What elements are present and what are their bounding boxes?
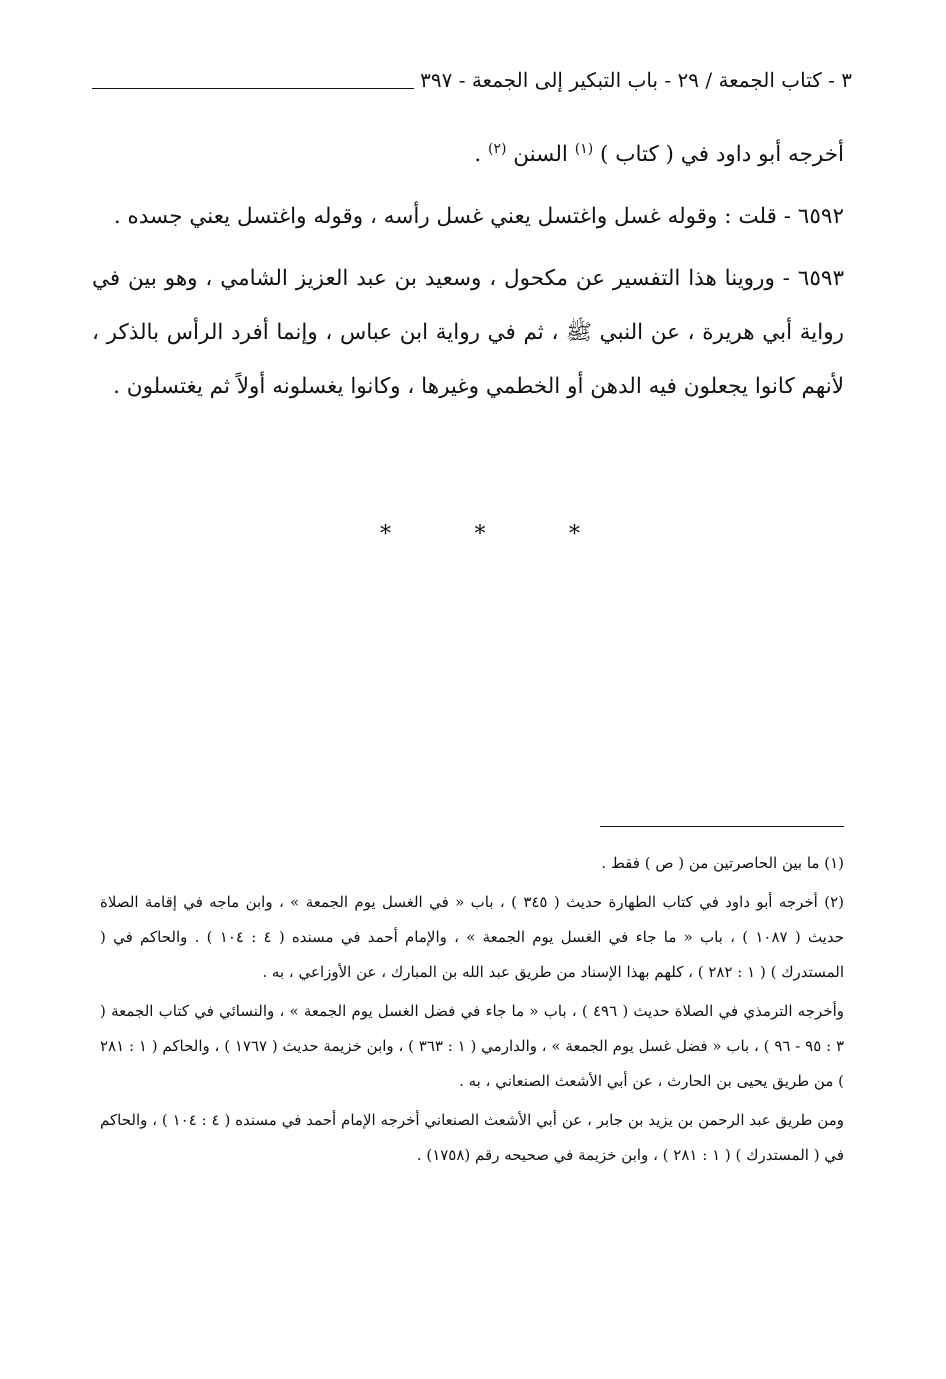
intro-before: أخرجه أبو داود في ( كتاب ) <box>593 142 844 167</box>
footnote-1: (١) ما بين الحاصرتين من ( ص ) فقط . <box>601 854 844 872</box>
header-rule <box>92 88 414 89</box>
intro-paragraph <box>92 128 844 182</box>
footnote-ref-2: (٢) <box>487 140 507 157</box>
footnote-2-continued-b: ومن طريق عبد الرحمن بن يزيد بن جابر ، عن أبي الأشعث الصنعاني أخرجه الإمام أحمد في مسنده ( ٤ : ١٠٤ ) ، والحاكم في ( المستدرك ) ( ١ : ٢٨١ ) ، وابن خزيمة في صحيحه رقم (١٧٥٨) . <box>100 1111 844 1164</box>
running-header <box>92 66 852 94</box>
separator-star: * <box>569 522 580 547</box>
intro-after: . <box>474 142 488 167</box>
main-text <box>92 128 844 414</box>
footnote-2: (٢) أخرجه أبو داود في كتاب الطهارة حديث ( ٣٤٥ ) ، باب « في الغسل يوم الجمعة » ، وابن ماجه في إقامة الصلاة حديث ( ١٠٨٧ ) ، باب « ما جاء في الغسل يوم الجمعة » ، والإمام أحمد في مسنده ( ٤ : ١٠٤ ) . والحاكم في ( المستدرك ) ( ١ : ٢٨٢ ) ، كلهم بهذا الإسناد من طريق عبد الله بن المبارك ، عن الأوزاعي ، به . <box>100 893 844 981</box>
footnotes <box>100 846 844 1173</box>
intro-middle: السنن <box>506 142 575 167</box>
footnote-rule <box>600 826 844 827</box>
separator-star: * <box>474 522 486 547</box>
footnote-2-continued: وأخرجه الترمذي في الصلاة حديث ( ٤٩٦ ) ، باب « ما جاء في فضل الغسل يوم الجمعة » ، والنسائي في كتاب الجمعة ( ٣ : ٩٥ - ٩٦ ) ، باب « فضل غسل يوم الجمعة » ، والدارمي ( ١ : ٣٦٣ ) ، وابن خزيمة حديث ( ١٧٦٧ ) ، والحاكم ( ١ : ٢٨١ ) من طريق يحيى بن الحارث ، عن أبي الأشعث الصنعاني ، به . <box>100 1002 845 1090</box>
header-title: ٣ - كتاب الجمعة / ٢٩ - باب التبكير إلى الجمعة - ٣٩٧ <box>420 68 852 92</box>
paragraph-6593: ٦٥٩٣ - وروينا هذا التفسير عن مكحول ، وسعيد بن عبد العزيز الشامي ، وهو بين في رواية أبي هريرة ، عن النبي ﷺ ، ثم في رواية ابن عباس ، وإنما أفرد الرأس بالذكر ، لأنهم كانوا يجعلون فيه الدهن أو الخطمي وغيرها ، وكانوا يغسلونه أولاً ثم يغتسلون . <box>92 266 844 399</box>
footnote-ref-1: (١) <box>574 140 594 157</box>
separator-star: * <box>380 522 391 547</box>
paragraph-6592: ٦٥٩٢ - قلت : وقوله غسل واغتسل يعني غسل رأسه ، وقوله واغتسل يعني جسده . <box>113 204 844 229</box>
section-separator <box>380 522 580 547</box>
